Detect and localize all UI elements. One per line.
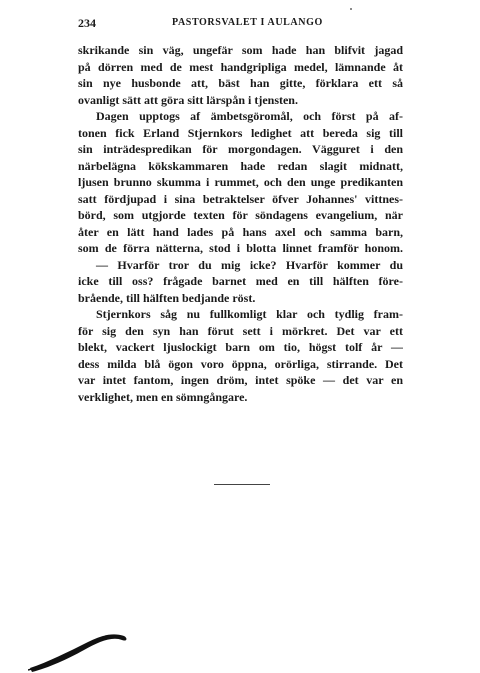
ink-speck [350,8,352,10]
text-line: dess milda blå ögon voro öppna, orörliga, stirrande. Det [78,356,403,371]
body-text [78,42,403,405]
end-rule [214,484,270,485]
text-line: skrikande sin väg, ungefär som hade han blifvit jagad [78,43,403,57]
page-number: 234 [78,16,96,30]
text-line: ovanligt sätt att göra sitt lärspån i tjensten. [78,92,298,107]
text-line: åter en lätt hand lades på hans axel och samma barn, [78,224,403,239]
text-line: Dagen upptogs af ämbetsgöromål, och först på af- [96,109,403,123]
text-line: som de förra nätterna, stod i blotta linnet framför honom. [78,241,403,255]
text-line: på dörren med de mest handgripliga medel, lämnande åt [78,59,403,74]
text-line: för sig den syn han förut sett i mörkret. Det var ett [78,323,403,338]
text-line: icke till oss? frågade barnet med en till hälften före- [78,274,403,288]
text-line: ljusen brunno skumma i rummet, och den unge predikanten [78,175,403,189]
text-line: brående, till hälften bedjande röst. [78,290,256,305]
ink-stroke-mark [28,628,138,673]
text-line: närbelägna kökskammaren hade redan slagit midnatt, [78,158,403,173]
text-line: tonen fick Erland Stjernkors ledighet att bereda sig till [78,125,403,140]
text-line: satt fördjupad i sina betraktelser öfver Johannes' vittnes- [78,191,403,206]
text-line: börd, som utgjorde texten för söndagens evangelium, när [78,208,403,222]
text-line: blekt, vackert ljuslockigt barn om tio, högst tolf år — [78,340,403,354]
text-line: Stjernkors såg nu fullkomligt klar och tydlig fram- [96,307,403,321]
running-title: PASTORSVALET I AULANGO [172,17,323,28]
text-line: — Hvarför tror du mig icke? Hvarför kommer du [96,257,403,272]
text-line: sin inträdespredikan för morgondagen. Vägguret i den [78,142,403,156]
text-line: sin nye husbonde att, bäst han gitte, förklara ett så [78,76,403,90]
text-line: verklighet, men en sömngångare. [78,389,248,404]
page-header [78,16,403,32]
text-line: var intet fantom, ingen dröm, intet spöke — det var en [78,373,403,387]
